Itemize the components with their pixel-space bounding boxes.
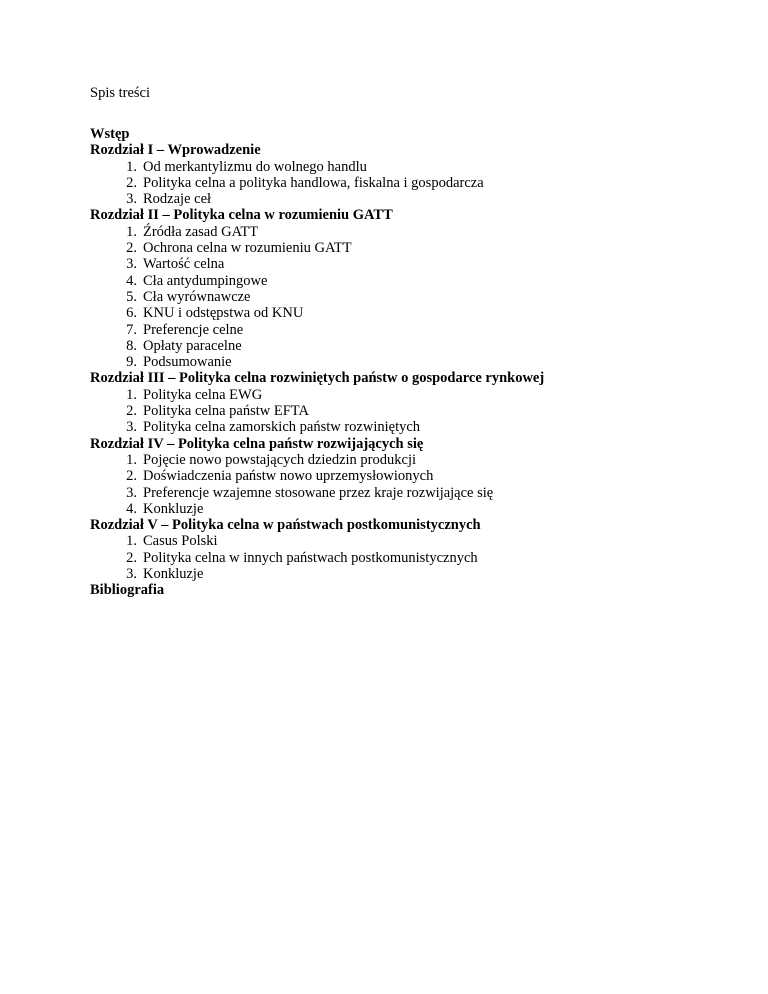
toc-item-text: Ochrona celna w rozumieniu GATT xyxy=(143,240,352,257)
toc-item-number: 2. xyxy=(126,174,137,191)
toc-item-text: Polityka celna państw EFTA xyxy=(143,403,309,420)
toc-item-text: Źródła zasad GATT xyxy=(143,223,259,240)
page-title: Spis treści xyxy=(90,85,151,101)
toc-item-number: 6. xyxy=(126,305,137,322)
toc-item-number: 7. xyxy=(126,321,137,338)
toc-item xyxy=(90,566,730,582)
toc-item-number: 3. xyxy=(126,419,137,436)
toc-item-number: 8. xyxy=(126,337,137,354)
toc-item-text: Doświadczenia państw nowo uprzemysłowionych xyxy=(143,468,434,485)
toc-item xyxy=(90,273,730,289)
toc-item xyxy=(90,485,730,501)
toc-heading: Wstęp xyxy=(90,126,130,142)
toc-item xyxy=(90,322,730,338)
table-of-contents xyxy=(90,126,730,599)
toc-item xyxy=(90,550,730,566)
toc-item-text: Opłaty paracelne xyxy=(143,337,242,354)
toc-item xyxy=(90,419,730,435)
toc-item-number: 1. xyxy=(126,386,137,403)
toc-item-text: Wartość celna xyxy=(143,256,225,273)
toc-item xyxy=(90,240,730,256)
toc-item xyxy=(90,159,730,175)
toc-item-text: KNU i odstępstwa od KNU xyxy=(143,305,304,322)
toc-item xyxy=(90,501,730,517)
toc-item-text: Polityka celna EWG xyxy=(143,386,263,403)
toc-item xyxy=(90,224,730,240)
toc-item-number: 5. xyxy=(126,288,137,305)
toc-item xyxy=(90,468,730,484)
toc-item xyxy=(90,175,730,191)
toc-item-number: 2. xyxy=(126,403,137,420)
toc-item xyxy=(90,354,730,370)
toc-item-number: 3. xyxy=(126,484,137,501)
toc-item-number: 3. xyxy=(126,191,137,208)
toc-heading: Rozdział V – Polityka celna w państwach postkomunistycznych xyxy=(90,517,481,534)
toc-heading: Bibliografia xyxy=(90,582,165,599)
toc-item xyxy=(90,289,730,305)
toc-item-number: 1. xyxy=(126,451,137,468)
toc-item xyxy=(90,338,730,354)
toc-item-text: Rodzaje ceł xyxy=(143,191,212,208)
toc-item-text: Preferencje celne xyxy=(143,321,244,338)
toc-item-text: Polityka celna w innych państwach postkomunistycznych xyxy=(143,549,478,566)
toc-item xyxy=(90,305,730,321)
toc-item xyxy=(90,191,730,207)
toc-heading: Rozdział I – Wprowadzenie xyxy=(90,142,261,159)
toc-item-text: Pojęcie nowo powstających dziedzin produkcji xyxy=(143,451,417,468)
toc-item-number: 1. xyxy=(126,533,137,550)
toc-item-number: 4. xyxy=(126,272,137,289)
toc-item xyxy=(90,452,730,468)
toc-heading: Rozdział IV – Polityka celna państw rozwijających się xyxy=(90,435,424,452)
toc-item xyxy=(90,533,730,549)
toc-item-number: 1. xyxy=(126,223,137,240)
toc-item-text: Polityka celna zamorskich państw rozwiniętych xyxy=(143,419,421,436)
toc-item-text: Cła wyrównawcze xyxy=(143,288,251,305)
toc-item-text: Cła antydumpingowe xyxy=(143,272,268,289)
toc-item-text: Konkluzje xyxy=(143,500,204,517)
toc-item-text: Od merkantylizmu do wolnego handlu xyxy=(143,158,367,175)
toc-item-text: Konkluzje xyxy=(143,566,204,583)
toc-item xyxy=(90,403,730,419)
toc-item-text: Polityka celna a polityka handlowa, fiskalna i gospodarcza xyxy=(143,174,484,191)
toc-item-number: 1. xyxy=(126,158,137,175)
toc-item-text: Podsumowanie xyxy=(143,354,232,371)
toc-item-number: 4. xyxy=(126,500,137,517)
toc-item-text: Preferencje wzajemne stosowane przez kraje rozwijające się xyxy=(143,484,494,501)
toc-item-number: 3. xyxy=(126,256,137,273)
toc-item-number: 2. xyxy=(126,240,137,257)
toc-item-number: 2. xyxy=(126,549,137,566)
toc-item xyxy=(90,256,730,272)
toc-item-text: Casus Polski xyxy=(143,533,218,550)
toc-item-number: 2. xyxy=(126,468,137,485)
toc-item-number: 9. xyxy=(126,354,137,371)
toc-item xyxy=(90,387,730,403)
toc-heading: Rozdział III – Polityka celna rozwiniętych państw o gospodarce rynkowej xyxy=(90,370,545,387)
toc-heading: Rozdział II – Polityka celna w rozumieniu GATT xyxy=(90,207,393,224)
toc-item-number: 3. xyxy=(126,566,137,583)
